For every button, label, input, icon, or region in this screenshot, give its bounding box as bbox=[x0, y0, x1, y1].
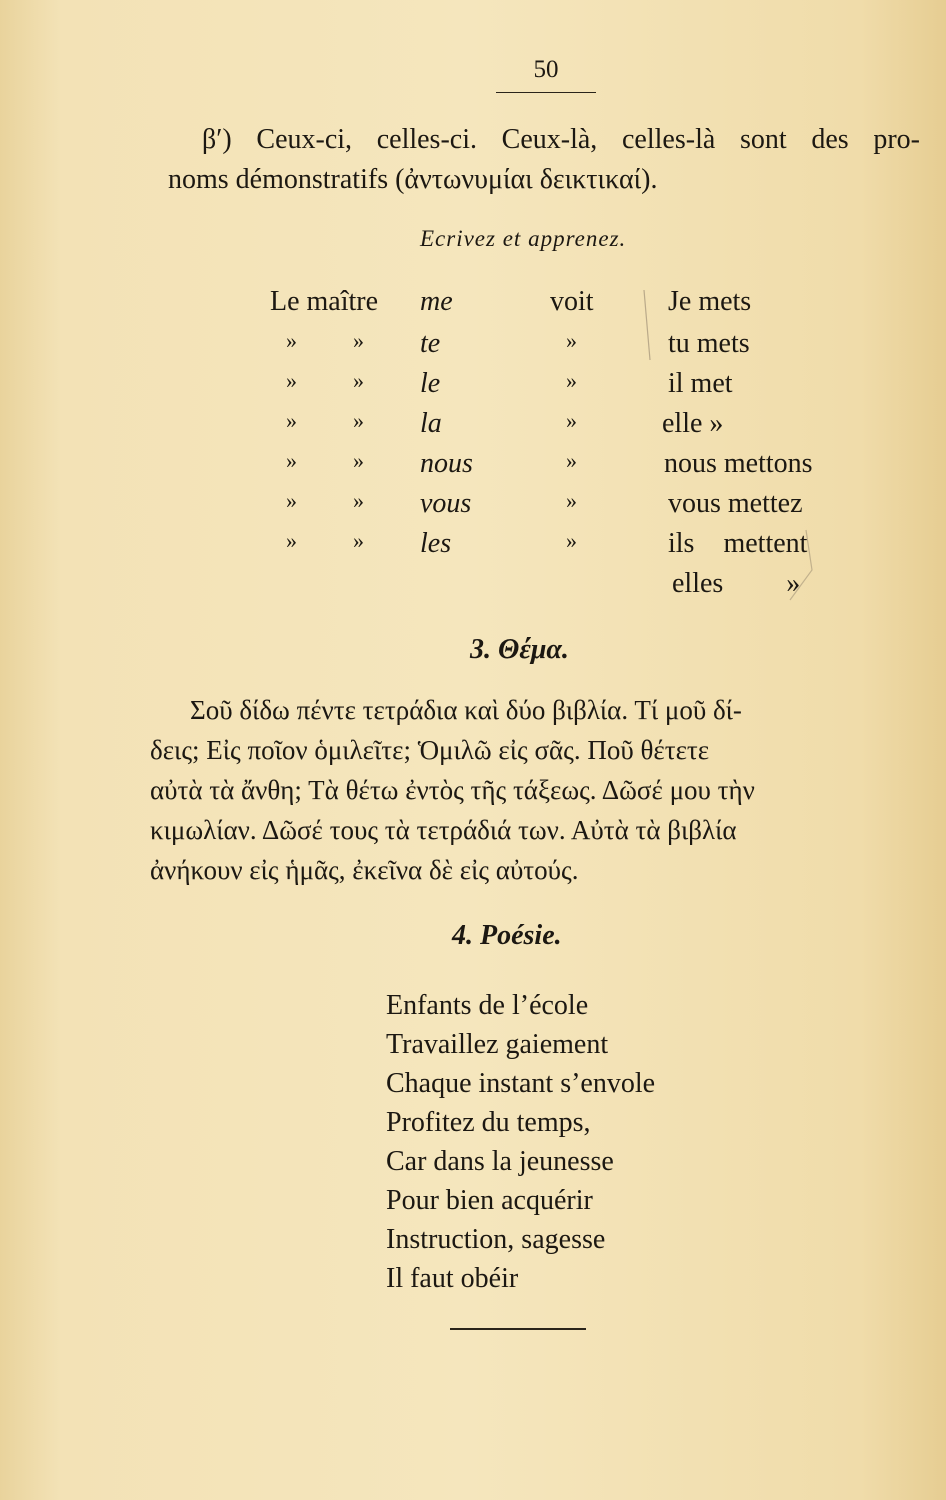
row-ditto-2: » bbox=[353, 448, 364, 473]
row-ditto-1: » bbox=[286, 368, 297, 393]
row-right: il met bbox=[668, 368, 733, 399]
poem bbox=[386, 986, 806, 1298]
row-ditto-2: » bbox=[353, 408, 364, 433]
row-right: elle » bbox=[662, 408, 724, 439]
row-ditto-3: » bbox=[566, 448, 577, 473]
heading-poesie: 4. Poésie. bbox=[452, 920, 562, 951]
row-right: vous mettez bbox=[668, 488, 803, 519]
greek-line: ἀνήκουν εἰς ἡμᾶς, ἐκεῖνα δὲ εἰς αὐτούς. bbox=[150, 855, 579, 885]
row-ditto-2: » bbox=[353, 488, 364, 513]
row-pronoun: le bbox=[420, 368, 441, 399]
row-ditto-1: » bbox=[286, 528, 297, 553]
row-subject: Le maître bbox=[270, 286, 379, 317]
row-ditto-3: » bbox=[566, 528, 577, 553]
row-ditto-3: » bbox=[566, 408, 577, 433]
row-pronoun: vous bbox=[420, 488, 472, 519]
poem-line: Pour bien acquérir bbox=[386, 1185, 593, 1216]
row-ditto-3: » bbox=[566, 368, 577, 393]
row-pronoun: les bbox=[420, 528, 452, 559]
poem-line: Travaillez gaiement bbox=[386, 1029, 609, 1060]
heading-ecrivez: Ecrivez et apprenez. bbox=[420, 226, 627, 251]
poem-line: Instruction, sagesse bbox=[386, 1224, 606, 1255]
row-right: tu mets bbox=[668, 328, 750, 359]
poem-line: Car dans la jeunesse bbox=[386, 1146, 614, 1177]
greek-line: κιμωλίαν. Δῶσέ τους τὰ τετράδιά των. Αὐτὰ τὰ βιβλία bbox=[150, 815, 737, 845]
row-ditto-2: » bbox=[353, 368, 364, 393]
row-pronoun: la bbox=[420, 408, 442, 439]
top-rule bbox=[496, 92, 596, 93]
poem-line: Chaque instant s’envole bbox=[386, 1068, 656, 1099]
row-ditto-1: » bbox=[286, 448, 297, 473]
page-number: 50 bbox=[533, 56, 559, 83]
row-ditto-3: » bbox=[566, 488, 577, 513]
poem-line: Profitez du temps, bbox=[386, 1107, 591, 1138]
pencil-mark bbox=[640, 270, 900, 650]
poem-line: Il faut obéir bbox=[386, 1263, 519, 1294]
row-right: nous mettons bbox=[664, 448, 813, 479]
row-pronoun: nous bbox=[420, 448, 473, 479]
row-pronoun: te bbox=[420, 328, 441, 359]
greek-line: αὐτὰ τὰ ἄνθη; Τὰ θέτω ἐντὸς τῆς τάξεως. Δῶσέ μου τὴν bbox=[150, 775, 755, 805]
greek-line: δεις; Εἰς ποῖον ὁμιλεῖτε; Ὁμιλῶ εἰς σᾶς. Ποῦ θέτετε bbox=[150, 735, 710, 765]
row-verb: voit bbox=[550, 286, 594, 317]
bottom-rule bbox=[450, 1328, 586, 1330]
intro-line-2: noms démonstratifs (ἀντωνυμίαι δεικτικαί). bbox=[168, 164, 658, 195]
poem-line: Enfants de l’école bbox=[386, 990, 589, 1021]
row-right: Je mets bbox=[668, 286, 752, 317]
row-pronoun: me bbox=[420, 286, 453, 317]
row-right: ils mettent bbox=[668, 528, 808, 559]
row-ditto-3: » bbox=[566, 328, 577, 353]
row-ditto-2: » bbox=[353, 528, 364, 553]
row-ditto-2: » bbox=[353, 328, 364, 353]
intro-paragraph bbox=[168, 120, 920, 200]
row-right: elles » bbox=[672, 568, 801, 599]
row-ditto-1: » bbox=[286, 328, 297, 353]
intro-line-1: β′) Ceux-ci, celles-ci. Ceux-là, celles-là sont des pro- bbox=[202, 124, 920, 155]
row-ditto-1: » bbox=[286, 488, 297, 513]
heading-theme: 3. Θέμα. bbox=[470, 634, 569, 665]
row-ditto-1: » bbox=[286, 408, 297, 433]
greek-line: Σοῦ δίδω πέντε τετράδια καὶ δύο βιβλία. Τί μοῦ δί- bbox=[190, 695, 742, 725]
greek-exercise bbox=[150, 690, 908, 890]
